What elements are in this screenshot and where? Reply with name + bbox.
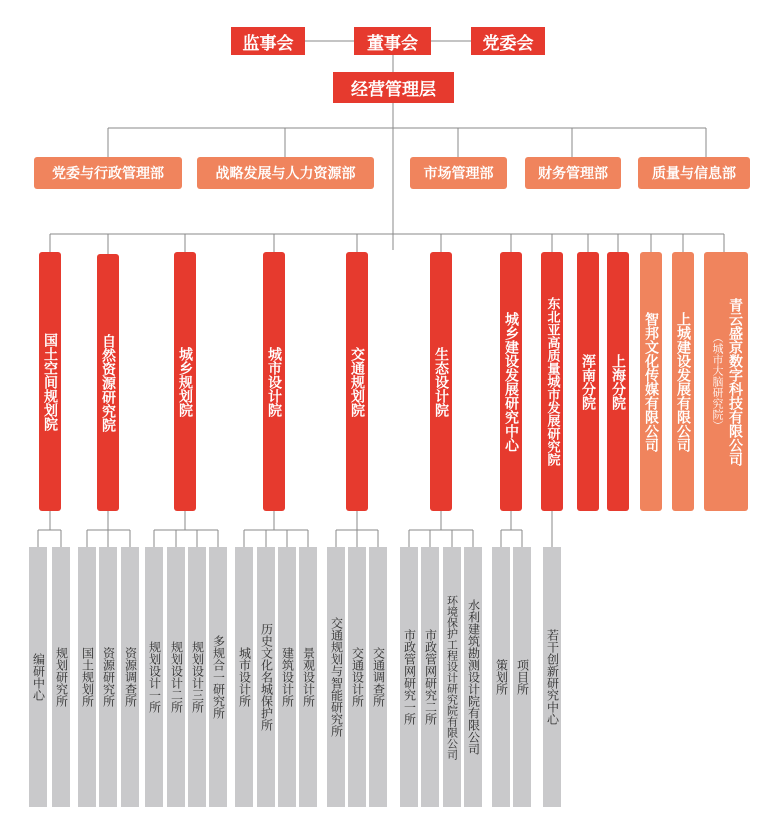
sub-unit-box [121,547,139,807]
sub-unit-box [99,547,117,807]
sub-unit-box [421,547,439,807]
sub-unit-label: 规划设计三所 [190,641,205,713]
sub-unit-label: 市政管网研究一所 [402,629,417,725]
sub-unit-box [52,547,70,807]
party-committee-box [471,27,545,55]
sub-unit-box [400,547,418,807]
sub-unit-label: 若干创新研究中心 [545,629,560,725]
sub-unit-label: 景观设计所 [301,647,316,707]
department-box [410,157,507,189]
institute-box [500,252,522,511]
institute-box [346,252,368,511]
sub-unit-box [145,547,163,807]
board-of-directors-box [354,27,431,55]
institute-box [39,252,61,511]
company-box [672,252,694,511]
company-box [640,252,662,511]
sub-unit-label: 资源研究所 [101,647,116,707]
sub-unit-box [235,547,253,807]
sub-unit-label: 建筑设计所 [280,647,295,707]
sub-unit-box [167,547,185,807]
institute-label: 国土空间规划院 [42,332,58,431]
board-of-directors-label: 董事会 [367,33,418,54]
department-label: 质量与信息部 [652,166,736,182]
supervisory-board-box [231,27,305,55]
institute-box [430,252,452,511]
department-label: 战略发展与人力资源部 [215,166,356,182]
sub-unit-label: 交通设计所 [350,647,365,707]
institute-box [263,252,285,511]
department-box [34,157,182,189]
sub-unit-box [78,547,96,807]
institute-box [174,252,196,511]
department-box [525,157,621,189]
sub-unit-label: 市政管网研究二所 [423,629,438,725]
institute-label: 东北亚高质量城市发展研究院 [544,297,560,466]
sub-unit-label: 环境保护工程设计研究院有限公司 [445,594,459,760]
sub-unit-label: 城市设计所 [237,647,252,707]
sub-unit-box [257,547,275,807]
sub-unit-box [369,547,387,807]
company-label: 上城建设发展有限公司 [675,311,691,452]
sub-unit-box [443,547,461,807]
sub-unit-label: 资源调查所 [123,647,138,707]
institute-label: 自然资源研究院 [100,333,116,432]
sub-unit-label: 交通规划与智能研究所 [329,617,344,737]
sub-unit-label: 多规合一研究所 [211,635,226,719]
sub-unit-label: 水利建筑勘测设计院有限公司 [466,599,481,755]
sub-unit-box [29,547,47,807]
sub-unit-box [209,547,227,807]
management-label: 经营管理层 [351,80,436,100]
department-label: 财务管理部 [538,166,608,182]
sub-unit-label: 交通调查所 [371,647,386,707]
party-committee-label: 党委会 [482,33,534,54]
sub-unit-box [327,547,345,807]
department-label: 党委与行政管理部 [52,166,164,182]
sub-unit-label: 规划设计一所 [147,641,162,713]
institute-box [541,252,563,511]
institute-label: 浑南分院 [580,353,596,410]
institute-label: 城市设计院 [266,346,282,417]
sub-unit-label: 规划研究所 [54,647,69,707]
department-label: 市场管理部 [423,166,494,182]
management-box [333,72,454,103]
institute-label: 交通规划院 [349,346,365,417]
sub-unit-label: 策划所 [494,659,509,695]
sub-unit-label: 国土规划所 [80,647,95,707]
sub-unit-box [492,547,510,807]
sub-unit-box [543,547,561,807]
sub-unit-label: 历史文化名城保护所 [259,623,274,731]
institute-box [97,254,119,511]
sub-unit-box [513,547,531,807]
sub-unit-label: 规划设计二所 [169,641,184,713]
department-box [197,157,374,189]
sub-unit-box [464,547,482,807]
company-box [704,252,748,511]
sub-unit-label: 编研中心 [31,653,46,701]
institute-label: 生态设计院 [433,346,449,417]
institute-label: 城乡建设发展研究中心 [503,311,519,452]
institute-box [577,252,599,511]
institute-label: 城乡规划院 [177,346,193,417]
institute-label: 上海分院 [610,353,626,410]
sub-unit-box [188,547,206,807]
institute-box [607,252,629,511]
company-note: （城市大脑研究院） [711,332,724,431]
sub-unit-box [348,547,366,807]
company-label: 青云盛京数字科技有限公司 [727,297,743,466]
sub-unit-label: 项目所 [515,659,530,695]
supervisory-board-label: 监事会 [242,33,294,54]
sub-unit-box [299,547,317,807]
company-label: 智邦文化传媒有限公司 [643,311,659,452]
sub-unit-box [278,547,296,807]
department-box [638,157,750,189]
